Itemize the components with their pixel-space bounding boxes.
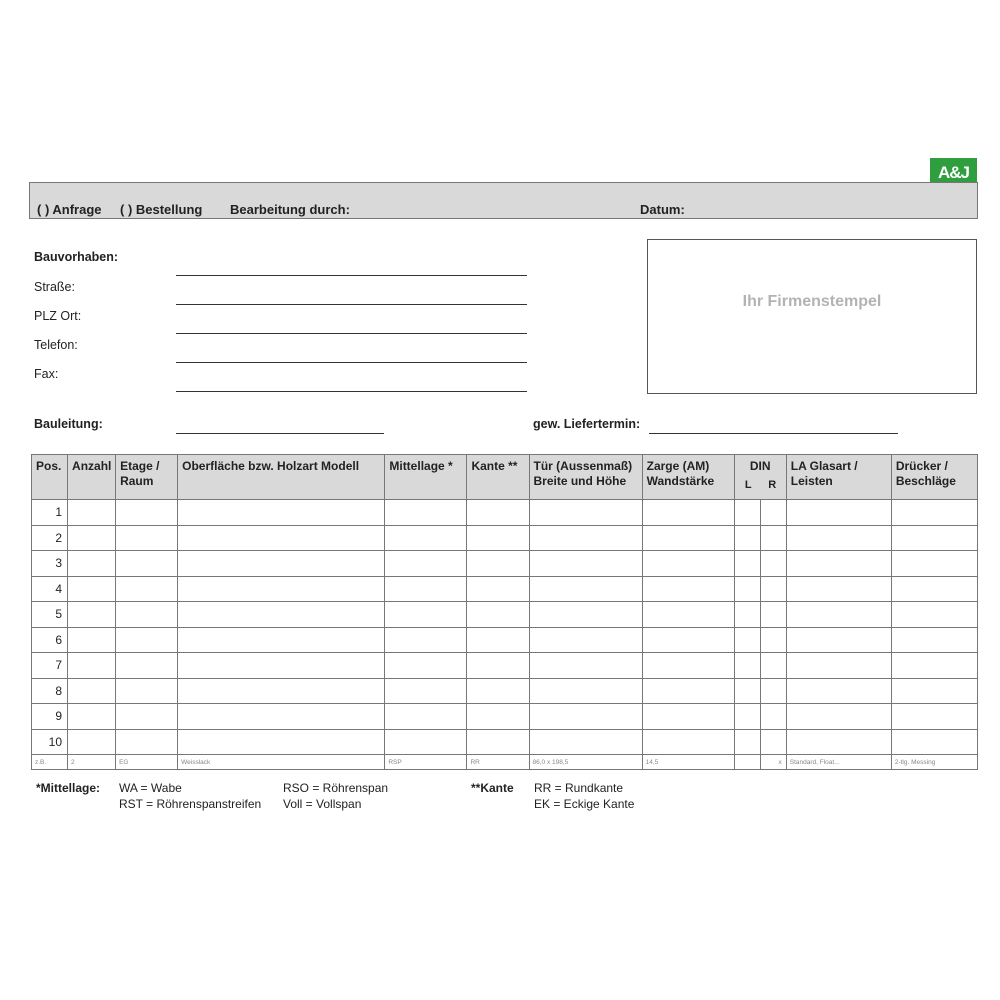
cell-kante[interactable] — [467, 627, 529, 653]
cell-druecker[interactable] — [891, 576, 977, 602]
company-stamp-box[interactable] — [647, 239, 977, 394]
cell-oberflaeche[interactable] — [178, 704, 385, 730]
row-position-number: 2 — [32, 525, 68, 551]
cell-anzahl[interactable] — [68, 576, 116, 602]
example-cell-oberflaeche: Weisslack — [178, 755, 385, 770]
cell-tuer[interactable] — [529, 500, 642, 526]
bauleitung-label: Bauleitung: — [34, 417, 103, 431]
cell-din-r[interactable] — [760, 525, 786, 551]
col-header-oberflaeche: Oberfläche bzw. Holzart Modell — [178, 455, 385, 500]
example-cell-zarge: 14,5 — [642, 755, 734, 770]
cell-zarge[interactable] — [642, 551, 734, 577]
cell-din-r[interactable] — [760, 627, 786, 653]
cell-kante[interactable] — [467, 729, 529, 755]
legend-rso: RSO = Röhrenspan — [283, 781, 389, 795]
table-row — [32, 602, 978, 628]
legend-wa: WA = Wabe — [119, 781, 182, 795]
table-row — [32, 729, 978, 755]
cell-anzahl[interactable] — [68, 602, 116, 628]
cell-din-r[interactable] — [760, 729, 786, 755]
cell-druecker[interactable] — [891, 525, 977, 551]
cell-druecker[interactable] — [891, 678, 977, 704]
cell-anzahl[interactable] — [68, 551, 116, 577]
row-position-number: 7 — [32, 653, 68, 679]
example-cell-etage: EG — [116, 755, 178, 770]
row-position-number: 5 — [32, 602, 68, 628]
cell-tuer[interactable] — [529, 602, 642, 628]
cell-kante[interactable] — [467, 653, 529, 679]
cell-oberflaeche[interactable] — [178, 653, 385, 679]
example-cell-tuer: 86,0 x 198,5 — [529, 755, 642, 770]
cell-kante[interactable] — [467, 602, 529, 628]
cell-mittellage[interactable] — [385, 653, 467, 679]
bauvorhaben-label: Bauvorhaben: — [34, 250, 119, 264]
col-header-kante: Kante ** — [467, 455, 529, 500]
cell-din-l[interactable] — [734, 551, 760, 577]
cell-anzahl[interactable] — [68, 653, 116, 679]
example-cell-mittellage: RSP — [385, 755, 467, 770]
cell-kante[interactable] — [467, 500, 529, 526]
datum-label: Datum: — [640, 202, 685, 217]
table-row — [32, 576, 978, 602]
example-cell-anzahl: 2 — [68, 755, 116, 770]
cell-oberflaeche[interactable] — [178, 627, 385, 653]
din-label: DIN — [749, 459, 771, 473]
cell-la[interactable] — [786, 500, 891, 526]
cell-etage[interactable] — [116, 627, 178, 653]
cell-mittellage[interactable] — [385, 704, 467, 730]
cell-oberflaeche[interactable] — [178, 678, 385, 704]
legend-rr: RR = Rundkante — [534, 781, 624, 795]
row-position-number: 6 — [32, 627, 68, 653]
cell-mittellage[interactable] — [385, 500, 467, 526]
cell-zarge[interactable] — [642, 678, 734, 704]
din-l-label: L — [744, 479, 752, 491]
anfrage-checkbox-label[interactable]: ( ) Anfrage — [37, 202, 102, 217]
table-row — [32, 653, 978, 679]
cell-din-l[interactable] — [734, 704, 760, 730]
cell-anzahl[interactable] — [68, 729, 116, 755]
cell-anzahl[interactable] — [68, 627, 116, 653]
example-cell-druecker: 2-tlg. Messing — [891, 755, 977, 770]
table-row — [32, 704, 978, 730]
cell-zarge[interactable] — [642, 602, 734, 628]
cell-tuer[interactable] — [529, 576, 642, 602]
cell-din-l[interactable] — [734, 500, 760, 526]
strasse-field[interactable] — [176, 304, 527, 305]
cell-anzahl[interactable] — [68, 500, 116, 526]
cell-la[interactable] — [786, 704, 891, 730]
row-position-number: 8 — [32, 678, 68, 704]
cell-oberflaeche[interactable] — [178, 500, 385, 526]
cell-din-l[interactable] — [734, 729, 760, 755]
row-position-number: 9 — [32, 704, 68, 730]
cell-oberflaeche[interactable] — [178, 602, 385, 628]
cell-zarge[interactable] — [642, 576, 734, 602]
example-row — [32, 755, 978, 770]
order-table — [31, 454, 978, 770]
cell-kante[interactable] — [467, 678, 529, 704]
telefon-field[interactable] — [176, 362, 527, 363]
cell-anzahl[interactable] — [68, 704, 116, 730]
cell-anzahl[interactable] — [68, 525, 116, 551]
row-position-number: 3 — [32, 551, 68, 577]
bestellung-checkbox-label[interactable]: ( ) Bestellung — [120, 202, 203, 217]
col-header-etage: Etage / Raum — [116, 455, 178, 500]
company-stamp-placeholder: Ihr Firmenstempel — [742, 293, 882, 310]
cell-tuer[interactable] — [529, 551, 642, 577]
table-row — [32, 678, 978, 704]
telefon-label: Telefon: — [34, 338, 78, 352]
cell-druecker[interactable] — [891, 627, 977, 653]
cell-din-r[interactable] — [760, 500, 786, 526]
cell-kante[interactable] — [467, 551, 529, 577]
cell-mittellage[interactable] — [385, 576, 467, 602]
cell-mittellage[interactable] — [385, 627, 467, 653]
cell-din-l[interactable] — [734, 627, 760, 653]
row-position-number: 1 — [32, 500, 68, 526]
cell-la[interactable] — [786, 602, 891, 628]
cell-druecker[interactable] — [891, 500, 977, 526]
cell-etage[interactable] — [116, 500, 178, 526]
cell-kante[interactable] — [467, 704, 529, 730]
cell-din-l[interactable] — [734, 678, 760, 704]
cell-etage[interactable] — [116, 602, 178, 628]
cell-la[interactable] — [786, 653, 891, 679]
plz-ort-field[interactable] — [176, 333, 527, 334]
col-header-mittellage: Mittellage * — [385, 455, 467, 500]
strasse-label: Straße: — [34, 280, 75, 294]
cell-tuer[interactable] — [529, 729, 642, 755]
cell-druecker[interactable] — [891, 704, 977, 730]
plz-ort-label: PLZ Ort: — [34, 309, 82, 323]
cell-din-r[interactable] — [760, 653, 786, 679]
cell-etage[interactable] — [116, 729, 178, 755]
cell-zarge[interactable] — [642, 525, 734, 551]
cell-din-l[interactable] — [734, 653, 760, 679]
cell-la[interactable] — [786, 551, 891, 577]
cell-la[interactable] — [786, 627, 891, 653]
cell-tuer[interactable] — [529, 678, 642, 704]
legend-mittellage-label: *Mittellage: — [36, 781, 101, 795]
fax-label: Fax: — [34, 367, 59, 381]
cell-oberflaeche[interactable] — [178, 576, 385, 602]
cell-zarge[interactable] — [642, 627, 734, 653]
example-cell-din-l — [734, 755, 760, 770]
table-header-row — [32, 455, 978, 500]
example-cell-pos: z.B. — [32, 755, 68, 770]
cell-la[interactable] — [786, 729, 891, 755]
cell-din-r[interactable] — [760, 704, 786, 730]
example-cell-din-r: x — [760, 755, 786, 770]
cell-din-r[interactable] — [760, 602, 786, 628]
col-header-la: LA Glasart / Leisten — [786, 455, 891, 500]
cell-kante[interactable] — [467, 525, 529, 551]
cell-din-r[interactable] — [760, 678, 786, 704]
table-row — [32, 525, 978, 551]
col-header-pos: Pos. — [32, 455, 68, 500]
logo-text-aj: A&J — [937, 163, 969, 182]
col-header-zarge: Zarge (AM) Wandstärke — [642, 455, 734, 500]
cell-din-l[interactable] — [734, 525, 760, 551]
cell-etage[interactable] — [116, 704, 178, 730]
cell-tuer[interactable] — [529, 704, 642, 730]
cell-zarge[interactable] — [642, 500, 734, 526]
col-header-tuer: Tür (Aussenmaß) Breite und Höhe — [529, 455, 642, 500]
din-r-label: R — [768, 479, 777, 491]
cell-mittellage[interactable] — [385, 602, 467, 628]
cell-din-r[interactable] — [760, 576, 786, 602]
cell-mittellage[interactable] — [385, 551, 467, 577]
fax-field[interactable] — [176, 391, 527, 392]
bearbeitung-label: Bearbeitung durch: — [230, 202, 350, 217]
cell-mittellage[interactable] — [385, 729, 467, 755]
col-header-anzahl: Anzahl — [68, 455, 116, 500]
cell-oberflaeche[interactable] — [178, 525, 385, 551]
legend-voll: Voll = Vollspan — [283, 797, 362, 811]
cell-kante[interactable] — [467, 576, 529, 602]
bauleitung-field[interactable] — [176, 433, 384, 434]
liefertermin-label: gew. Liefertermin: — [533, 417, 641, 431]
cell-la[interactable] — [786, 525, 891, 551]
cell-tuer[interactable] — [529, 627, 642, 653]
cell-etage[interactable] — [116, 678, 178, 704]
cell-oberflaeche[interactable] — [178, 729, 385, 755]
cell-etage[interactable] — [116, 551, 178, 577]
cell-etage[interactable] — [116, 525, 178, 551]
cell-mittellage[interactable] — [385, 525, 467, 551]
cell-anzahl[interactable] — [68, 678, 116, 704]
row-position-number: 4 — [32, 576, 68, 602]
col-header-din — [734, 455, 786, 500]
legend-ek: EK = Eckige Kante — [534, 797, 635, 811]
cell-zarge[interactable] — [642, 729, 734, 755]
cell-tuer[interactable] — [529, 653, 642, 679]
legend-kante-label: **Kante — [471, 781, 514, 795]
example-cell-la: Standard, Float... — [786, 755, 891, 770]
cell-zarge[interactable] — [642, 704, 734, 730]
cell-la[interactable] — [786, 678, 891, 704]
table-row — [32, 551, 978, 577]
cell-druecker[interactable] — [891, 551, 977, 577]
cell-din-r[interactable] — [760, 551, 786, 577]
liefertermin-field[interactable] — [649, 433, 898, 434]
bauvorhaben-field[interactable] — [176, 275, 527, 276]
cell-druecker[interactable] — [891, 602, 977, 628]
cell-zarge[interactable] — [642, 653, 734, 679]
table-row — [32, 627, 978, 653]
row-position-number: 10 — [32, 729, 68, 755]
cell-din-l[interactable] — [734, 602, 760, 628]
cell-etage[interactable] — [116, 653, 178, 679]
cell-druecker[interactable] — [891, 729, 977, 755]
cell-etage[interactable] — [116, 576, 178, 602]
cell-din-l[interactable] — [734, 576, 760, 602]
cell-druecker[interactable] — [891, 653, 977, 679]
table-row — [32, 500, 978, 526]
legend-rst: RST = Röhrenspanstreifen — [119, 797, 262, 811]
cell-tuer[interactable] — [529, 525, 642, 551]
col-header-druecker: Drücker / Beschläge — [891, 455, 977, 500]
cell-oberflaeche[interactable] — [178, 551, 385, 577]
example-cell-kante: RR — [467, 755, 529, 770]
cell-la[interactable] — [786, 576, 891, 602]
cell-mittellage[interactable] — [385, 678, 467, 704]
